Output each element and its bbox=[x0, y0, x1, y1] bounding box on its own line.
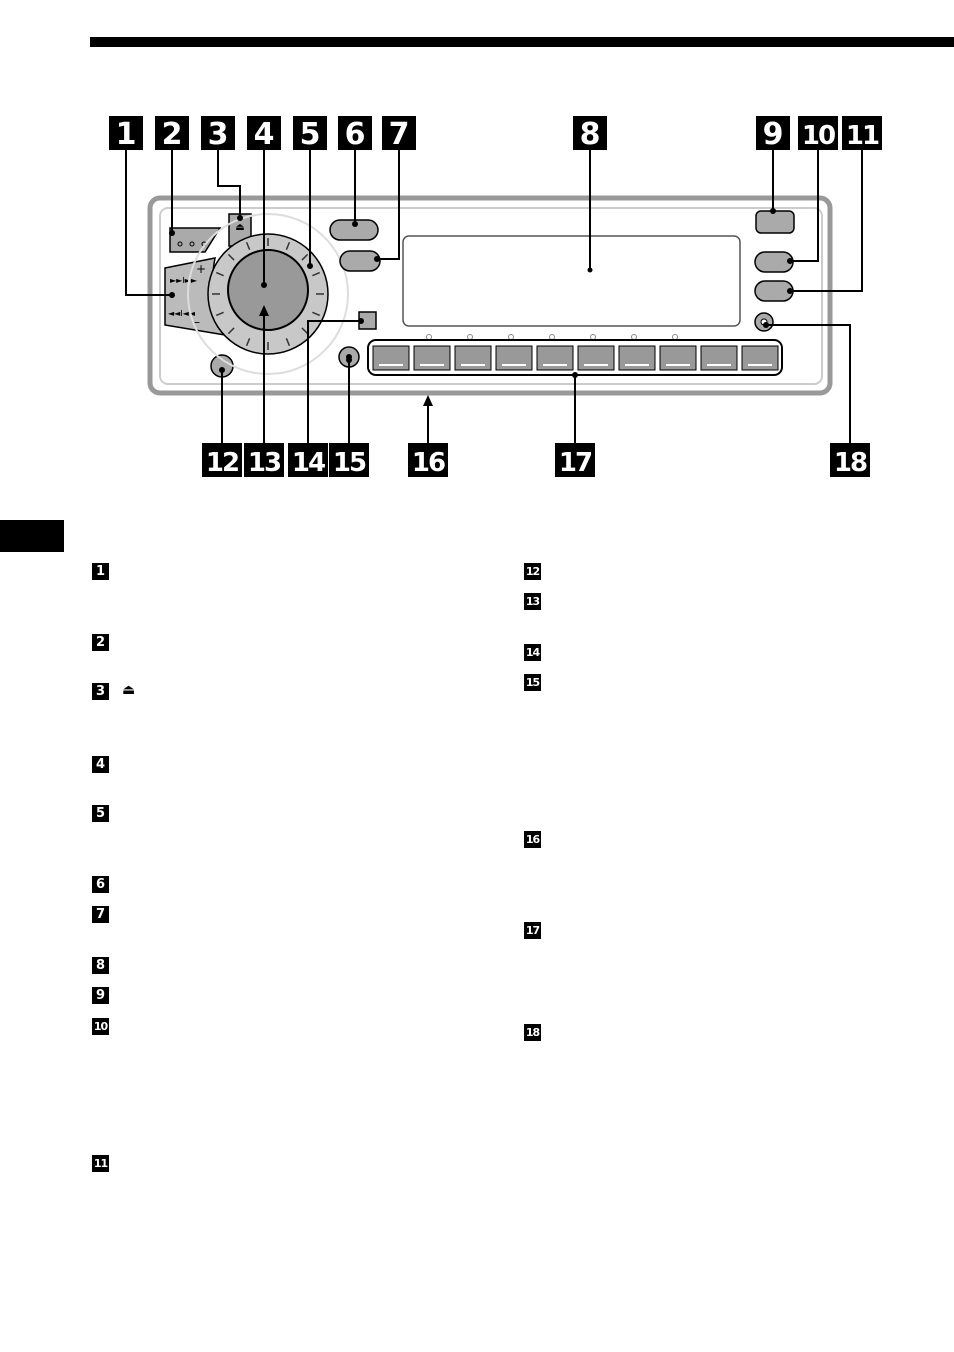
callout-3 bbox=[201, 116, 235, 152]
callout-1 bbox=[109, 116, 143, 152]
callout-label: 6 bbox=[344, 117, 366, 152]
callout-10 bbox=[798, 116, 838, 151]
button-9 bbox=[756, 211, 794, 233]
callout-6 bbox=[338, 116, 372, 152]
legend-left-marker: 11 bbox=[93, 1157, 108, 1170]
callout-label: 7 bbox=[388, 117, 410, 152]
callout-4 bbox=[247, 116, 281, 152]
svg-text:+: + bbox=[196, 262, 207, 276]
legend-left-marker: 2 bbox=[92, 634, 109, 651]
callout-8 bbox=[573, 116, 607, 152]
callout-label: 14 bbox=[291, 448, 325, 478]
callout-label: 10 bbox=[801, 121, 835, 151]
legend-right-marker: 15 bbox=[525, 676, 540, 689]
callout-7 bbox=[382, 116, 416, 152]
legend-left-marker: 1 bbox=[92, 563, 109, 580]
legend-left-marker: 7 bbox=[92, 906, 109, 923]
legend-right-marker: 16 bbox=[525, 833, 540, 846]
legend-left-marker: 4 bbox=[92, 756, 109, 773]
callout-15 bbox=[329, 443, 369, 478]
callout-18 bbox=[830, 443, 870, 478]
section-tab bbox=[0, 520, 64, 552]
legend-right-marker: 13 bbox=[525, 595, 540, 608]
dial-center bbox=[228, 250, 308, 330]
callout-label: 18 bbox=[833, 448, 867, 478]
svg-text:⏏: ⏏ bbox=[235, 222, 245, 233]
preset-button[interactable] bbox=[742, 346, 778, 370]
callout-label: 13 bbox=[247, 448, 281, 478]
legend-right-marker: 12 bbox=[525, 565, 540, 578]
callout-5 bbox=[293, 116, 327, 152]
svg-text:►►I►►: ►►I►► bbox=[170, 276, 197, 285]
legend-right-marker: 18 bbox=[525, 1026, 540, 1039]
callout-12 bbox=[202, 443, 242, 478]
preset-button[interactable] bbox=[496, 346, 532, 370]
svg-text:–: – bbox=[194, 315, 200, 329]
callout-13 bbox=[244, 443, 284, 478]
preset-button[interactable] bbox=[455, 346, 491, 370]
callout-2 bbox=[155, 116, 189, 152]
preset-button[interactable] bbox=[660, 346, 696, 370]
preset-button[interactable] bbox=[537, 346, 573, 370]
svg-text:◄◄I◄◄: ◄◄I◄◄ bbox=[168, 309, 195, 318]
callout-label: 9 bbox=[762, 117, 784, 152]
legend-left-marker: 8 bbox=[92, 957, 109, 974]
callout-17 bbox=[555, 443, 595, 478]
callout-label: 15 bbox=[332, 448, 366, 478]
preset-button[interactable] bbox=[414, 346, 450, 370]
callout-label: 8 bbox=[579, 117, 601, 152]
eject-icon: ⏏ bbox=[122, 682, 136, 698]
legend-right-marker: 14 bbox=[525, 646, 540, 659]
callout-label: 11 bbox=[845, 121, 879, 151]
callout-14 bbox=[288, 443, 328, 478]
legend-left-marker: 9 bbox=[92, 987, 109, 1004]
callout-label: 12 bbox=[205, 448, 239, 478]
legend-left-marker: 10 bbox=[93, 1020, 108, 1033]
legend-right-marker: 17 bbox=[525, 924, 540, 937]
legend-left-marker: 3 bbox=[92, 683, 109, 700]
callout-label: 17 bbox=[558, 448, 592, 478]
legend-left-marker: 5 bbox=[92, 805, 109, 822]
front-panel-diagram bbox=[0, 0, 954, 500]
callout-label: 1 bbox=[115, 117, 137, 152]
preset-button[interactable] bbox=[701, 346, 737, 370]
indicator-dots bbox=[427, 335, 678, 340]
callout-9 bbox=[756, 116, 790, 152]
button-7 bbox=[340, 251, 380, 271]
callout-label: 3 bbox=[207, 117, 229, 152]
arrow-16 bbox=[423, 395, 433, 406]
callout-label: 5 bbox=[299, 117, 321, 152]
preset-button[interactable] bbox=[373, 346, 409, 370]
preset-button[interactable] bbox=[619, 346, 655, 370]
preset-button[interactable] bbox=[578, 346, 614, 370]
callout-label: 16 bbox=[411, 448, 445, 478]
callout-16 bbox=[408, 443, 448, 478]
display-window bbox=[403, 236, 740, 326]
callout-11 bbox=[842, 116, 882, 151]
off-button bbox=[170, 228, 220, 252]
callout-label: 4 bbox=[253, 117, 275, 152]
legend-left-marker: 6 bbox=[92, 876, 109, 893]
callout-label: 2 bbox=[161, 117, 183, 152]
